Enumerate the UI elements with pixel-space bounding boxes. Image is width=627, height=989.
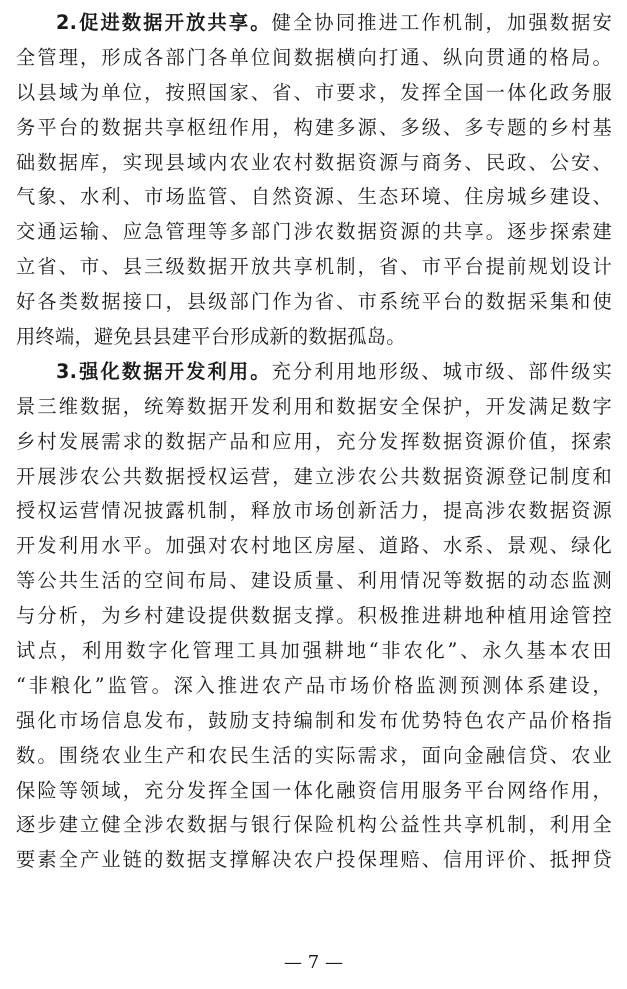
paragraph-line [16, 355, 612, 390]
paragraph-text: 健全协同推进工作机制，加强数据安 [271, 11, 612, 34]
section-heading: 2.促进数据开放共享。 [56, 11, 272, 34]
paragraph-line: 强化市场信息发布，鼓励支持编制和发布优势特色农产品价格指 [16, 708, 612, 732]
paragraph-line: 础数据库，实现县域内农业农村数据资源与商务、民政、公安、 [16, 150, 612, 174]
paragraph-line: 以县域为单位，按照国家、省、市要求，发挥全国一体化政务服 [16, 80, 612, 104]
paragraph-line: 好各类数据接口，县级部门作为省、市系统平台的数据采集和使 [16, 290, 612, 314]
paragraph-line: 数。围绕农业生产和农民生活的实际需求，面向金融信贷、农业 [16, 743, 612, 767]
paragraph-line: 立省、市、县三级数据开放共享机制，省、市平台提前规划设计 [16, 255, 612, 279]
paragraph-line: 保险等领域，充分发挥全国一体化融资信用服务平台网络作用， [16, 778, 612, 802]
paragraph-line: 与分析，为乡村建设提供数据支撑。积极推进耕地种植用途管控 [16, 604, 612, 628]
paragraph-line [16, 6, 612, 41]
page-number: — 7 — [284, 952, 343, 973]
paragraph-line: 逐步建立健全涉农数据与银行保险机构公益性共享机制，利用全 [16, 813, 612, 837]
paragraph-line: 授权运营情况披露机制，释放市场创新活力，提高涉农数据资源 [16, 499, 612, 523]
paragraph-line: “非粮化”监管。深入推进农产品市场价格监测预测体系建设， [16, 673, 612, 697]
paragraph-line: 乡村发展需求的数据产品和应用，充分发挥数据资源价值，探索 [16, 429, 612, 453]
paragraph-line: 开发利用水平。加强对农村地区房屋、道路、水系、景观、绿化 [16, 534, 612, 558]
section-heading: 3.强化数据开发利用。 [56, 359, 272, 383]
paragraph-line: 要素全产业链的数据支撑解决农户投保理赔、信用评价、抵押贷 [16, 848, 612, 872]
document-page [16, 6, 612, 878]
paragraph-line: 务平台的数据共享枢纽作用，构建多源、多级、多专题的乡村基 [16, 115, 612, 139]
paragraph-line: 交通运输、应急管理等多部门涉农数据资源的共享。逐步探索建 [16, 220, 612, 244]
paragraph-line: 等公共生活的空间布局、建设质量、利用情况等数据的动态监测 [16, 569, 612, 593]
paragraph-text: 充分利用地形级、城市级、部件级实 [271, 359, 612, 383]
paragraph-line: 试点，利用数字化管理工具加强耕地“非农化”、永久基本农田 [16, 639, 612, 663]
paragraph-line: 全管理，形成各部门各单位间数据横向打通、纵向贯通的格局。 [16, 45, 612, 69]
paragraph-line: 气象、水利、市场监管、自然资源、生态环境、住房城乡建设、 [16, 185, 612, 209]
paragraph-line: 用终端，避免县县建平台形成新的数据孤岛。 [16, 325, 406, 349]
paragraph-line: 开展涉农公共数据授权运营，建立涉农公共数据资源登记制度和 [16, 464, 612, 488]
paragraph-line: 景三维数据，统筹数据开发利用和数据安全保护，开发满足数字 [16, 394, 612, 418]
